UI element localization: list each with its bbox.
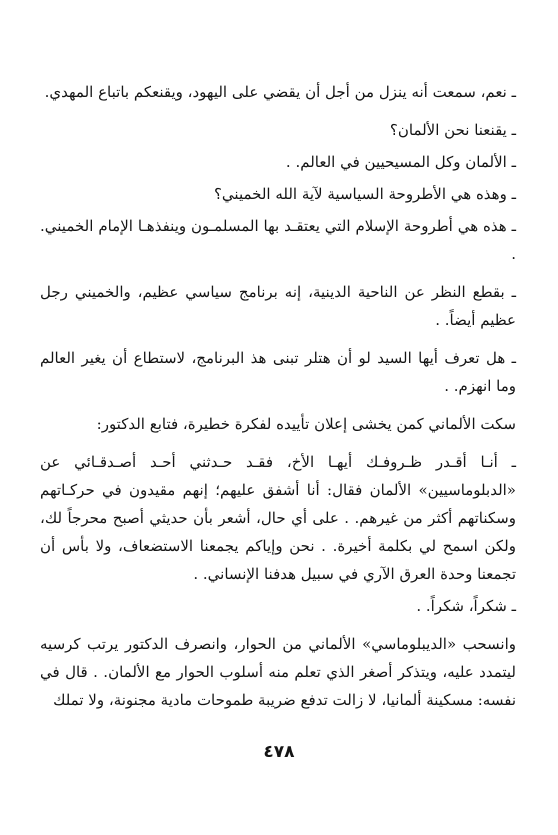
paragraph-6: ـ بقطع النظر عن الناحية الدينية، إنه برنامج سياسي عظيم، والخميني رجل عظيم أيضاً. .	[40, 283, 516, 329]
paragraph-5: ـ هذه هي أطروحة الإسلام التي يعتقـد بها المسلمـون وينفذهـا الإمام الخميني. .	[40, 217, 516, 263]
paragraph-11: وانسحب «الديبلوماسي» الألماني من الحوار، وانصرف الدكتور يرتب كرسيه ليتمدد عليه، ويتذكر أصغر الذي تعلم منه أسلوب الحوار مع الألمان. . قال في نفسه: مسكينة ألمانيا، لا زالت تدفع ضريبة طموحات مادية مجنونة، ولا تملك	[40, 635, 516, 709]
page-text	[40, 78, 516, 765]
paragraph-8: سكت الألماني كمن يخشى إعلان تأييده لفكرة خطيرة، فتابع الدكتور:	[96, 415, 516, 433]
paragraph-9: ـ أنـا أقـدر ظـروفـك أيهـا الأخ، فقـد حـدثني أحـد أصـدقـائي عن «الدبلوماسيين» الألمان فقال: أنا أشفق عليهم؛ إنهم مقيدون في حركـاتهم وسكناتهم أكثر من غيرهم. . على أي حال، أشعر بأن حديثي أصبح محرجاً لك، ولكن اسمح لي بكلمة أخيرة. . نحن وإياكم يجمعنا الاستضعاف، ولا بأس أن تجمعنا وحدة العرق الآري في سبيل هدفنا الإنساني. .	[40, 453, 516, 583]
paragraph-7: ـ هل تعرف أيها السيد لو أن هتلر تبنى هذ البرنامج، لاستطاع أن يغير العالم وما انهزم. .	[40, 349, 516, 395]
paragraph-3: ـ الألمان وكل المسيحيين في العالم. .	[285, 153, 516, 171]
paragraph-1: ـ نعم، سمعت أنه ينزل من أجل أن يقضي على اليهود، ويقنعكم باتباع المهدي.	[44, 83, 516, 101]
page-number: ٤٧٨	[263, 742, 295, 762]
paragraph-4: ـ وهذه هي الأطروحة السياسية لآية الله الخميني؟	[213, 185, 516, 203]
paragraph-2: ـ يقنعنا نحن الألمان؟	[389, 121, 516, 139]
paragraph-10: ـ شكراً، شكراً. .	[416, 597, 516, 615]
